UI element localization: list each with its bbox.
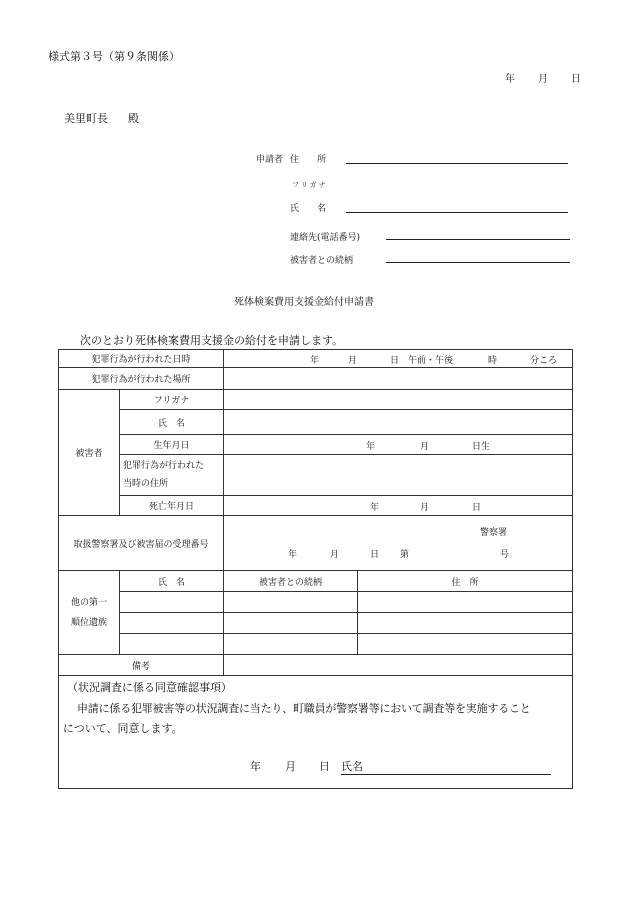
heir-relation-cell[interactable] (224, 592, 358, 613)
applicant-address-line[interactable] (346, 163, 568, 164)
crime-datetime-label: 犯罪行為が行われた日時 (59, 350, 224, 368)
death-month: 月 (420, 503, 430, 513)
crime-datetime-value[interactable] (224, 350, 573, 368)
heir-address-cell[interactable] (358, 592, 573, 613)
consent-month: 月 (285, 760, 296, 773)
crime-place-value[interactable] (224, 368, 573, 390)
birth-year: 年 (366, 442, 376, 452)
police-label: 取扱警察署及び被害届の受理番号 (59, 516, 224, 571)
birth-month: 月 (420, 442, 430, 452)
form-number: 様式第３号（第９条関係） (48, 50, 180, 63)
victim-birth-value[interactable] (224, 435, 573, 455)
applicant-relation-label: 被害者との続柄 (290, 256, 354, 266)
police-go: 号 (500, 550, 510, 560)
row-police (59, 516, 573, 571)
heir-name-cell[interactable] (120, 613, 224, 634)
row-crime-datetime (59, 350, 573, 368)
heirs-label-2: 順位遺族 (70, 617, 107, 628)
victim-name-value[interactable] (224, 410, 573, 435)
consent-cell (59, 676, 573, 789)
consent-name-label: 氏名 (341, 760, 363, 773)
consent-year: 年 (250, 760, 261, 773)
victim-address-label (120, 455, 224, 496)
victim-address-value[interactable] (224, 455, 573, 496)
heir-relation-cell[interactable] (224, 634, 358, 655)
date-day: 日 (571, 74, 581, 85)
row-victim-birth (59, 435, 573, 455)
row-victim-death (59, 496, 573, 516)
birth-day: 日生 (472, 442, 491, 452)
table-row (59, 634, 573, 655)
intro-text: 次のとおり死体検案費用支援金の給付を申請します。 (80, 334, 344, 347)
application-table (58, 349, 573, 789)
crime-minute: 分ころ (530, 356, 558, 366)
heirs-col-relation: 被害者との続柄 (224, 571, 358, 592)
addressee: 美里町長 (64, 112, 108, 125)
consent-name-line[interactable] (341, 774, 551, 775)
victim-address-label-2: 当時の住所 (123, 479, 169, 489)
applicant-name-line[interactable] (346, 212, 568, 213)
victim-furigana-label: フリガナ (120, 390, 224, 410)
heir-relation-cell[interactable] (224, 613, 358, 634)
police-year: 年 (288, 550, 298, 560)
row-victim-furigana (59, 390, 573, 410)
victim-death-value[interactable] (224, 496, 573, 516)
heir-name-cell[interactable] (120, 634, 224, 655)
consent-heading: （状況調査に係る同意確認事項） (67, 681, 232, 694)
victim-birth-label: 生年月日 (120, 435, 224, 455)
row-consent (59, 676, 573, 789)
heir-address-cell[interactable] (358, 634, 573, 655)
consent-day: 日 (319, 760, 330, 773)
police-day: 日 (370, 550, 380, 560)
applicant-furigana-label: フリガナ (292, 181, 328, 189)
heirs-col-name: 氏 名 (120, 571, 224, 592)
honorific: 殿 (128, 112, 139, 125)
victim-name-label: 氏 名 (120, 410, 224, 435)
heirs-label-1: 他の第一 (70, 597, 107, 608)
applicant-label: 申請者 (256, 155, 284, 165)
heirs-col-address: 住 所 (358, 571, 573, 592)
heir-address-cell[interactable] (358, 613, 573, 634)
row-victim-name (59, 410, 573, 435)
victim-furigana-value[interactable] (224, 390, 573, 410)
victim-death-label: 死亡年月日 (120, 496, 224, 516)
applicant-address-label: 住 所 (290, 155, 327, 165)
crime-hour: 時 (488, 356, 498, 366)
date-year: 年 (505, 74, 515, 85)
document-title: 死体検案費用支援金給付申請書 (234, 297, 374, 308)
applicant-contact-label: 連絡先(電話番号) (290, 233, 361, 243)
victim-label: 被害者 (59, 390, 120, 516)
row-crime-place (59, 368, 573, 390)
remarks-value[interactable] (224, 655, 573, 676)
victim-address-label-1: 犯罪行為が行われた (123, 461, 205, 471)
police-month: 月 (330, 550, 340, 560)
crime-day: 日 (390, 356, 400, 366)
police-value[interactable] (224, 516, 573, 571)
row-victim-address (59, 455, 573, 496)
heirs-label (59, 571, 120, 655)
crime-month: 月 (348, 356, 358, 366)
applicant-relation-line[interactable] (386, 262, 570, 263)
crime-year: 年 (310, 356, 320, 366)
date-month: 月 (538, 74, 548, 85)
remarks-label: 備考 (59, 655, 224, 676)
row-heirs-header (59, 571, 573, 592)
table-row (59, 613, 573, 634)
crime-ampm: 午前・午後 (408, 356, 454, 366)
applicant-contact-line[interactable] (386, 239, 570, 240)
table-row (59, 592, 573, 613)
death-day: 日 (472, 503, 482, 513)
crime-place-label: 犯罪行為が行われた場所 (59, 368, 224, 390)
row-remarks (59, 655, 573, 676)
police-dai: 第 (400, 550, 410, 560)
death-year: 年 (370, 503, 380, 513)
applicant-name-label: 氏 名 (290, 204, 327, 214)
heir-name-cell[interactable] (120, 592, 224, 613)
police-station: 警察署 (480, 528, 508, 538)
consent-body-2: について、同意します。 (63, 722, 183, 735)
consent-body-1: 申請に係る犯罪被害等の状況調査に当たり、町職員が警察署等において調査等を実施すること (77, 702, 531, 715)
